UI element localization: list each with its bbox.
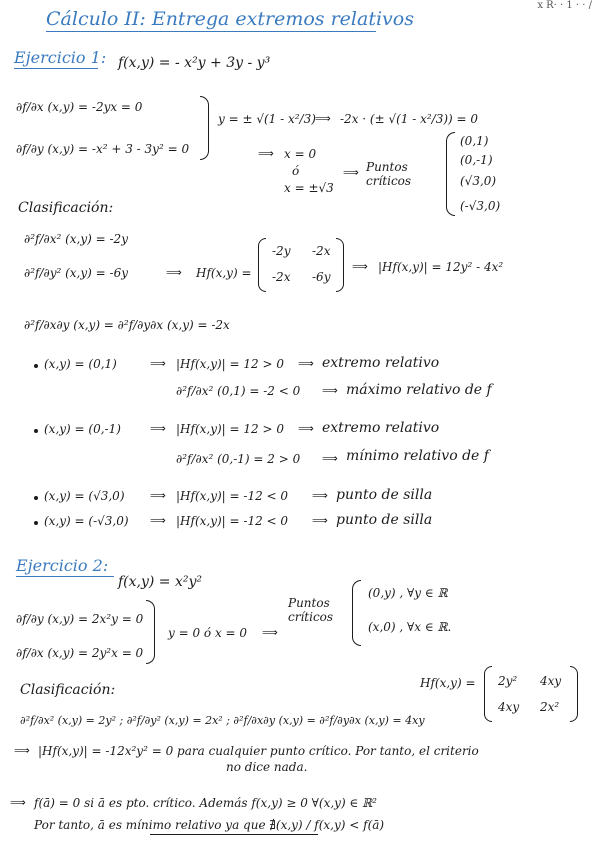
implies-arrow-icon: ⟹	[298, 357, 314, 370]
case-conclusion: extremo relativo	[322, 420, 440, 436]
ej1-point: (√3,0)	[460, 174, 497, 188]
case-result: ∂²f/∂x² (0,1) = -2 < 0	[176, 384, 301, 398]
case-conclusion: máximo relativo de f	[346, 382, 492, 398]
matrix-paren-right	[336, 238, 344, 292]
implies-arrow-icon: ⟹	[150, 357, 166, 370]
ej1-point: (0,1)	[460, 134, 489, 148]
title-underline	[46, 31, 376, 32]
case-result: |Hf(x,y)| = -12 < 0	[176, 514, 289, 528]
hf-matrix-cell: 4xy	[498, 700, 520, 714]
note-underline	[150, 834, 318, 835]
ej1-partial-x: ∂f/∂x (x,y) = -2yx = 0	[16, 100, 143, 114]
ej1-point: (0,-1)	[460, 153, 493, 167]
ej2-clasificacion: Clasificación:	[20, 682, 116, 698]
matrix-paren-left	[258, 238, 266, 292]
case-conclusion: extremo relativo	[322, 355, 440, 371]
bullet	[34, 521, 38, 525]
ej2-function: f(x,y) = x²y²	[118, 574, 203, 590]
implies-arrow-icon: ⟹	[150, 422, 166, 435]
ej2-point: (0,y) , ∀y ∈ ℝ	[368, 586, 448, 600]
implies-arrow-icon: ⟹	[322, 384, 338, 397]
bullet	[34, 496, 38, 500]
case-point: (x,y) = (0,-1)	[44, 422, 121, 436]
implies-arrow-icon: ⟹	[14, 744, 30, 757]
hf-matrix-cell: 2y²	[498, 674, 518, 688]
case-result: |Hf(x,y)| = 12 > 0	[176, 357, 284, 371]
case-conclusion: mínimo relativo de f	[346, 448, 489, 464]
ej1-fxy: ∂²f/∂x∂y (x,y) = ∂²f/∂y∂x (x,y) = -2x	[24, 318, 230, 332]
ej1-fxx: ∂²f/∂x² (x,y) = -2y	[24, 232, 128, 246]
case-point: (x,y) = (-√3,0)	[44, 514, 129, 528]
ej2-determinant-line2: no dice nada.	[226, 760, 308, 774]
hf-matrix-cell: -2x	[312, 244, 331, 258]
hf-matrix-cell: -2y	[272, 244, 291, 258]
hf-matrix-cell: -2x	[272, 270, 291, 284]
matrix-paren-left	[484, 666, 492, 722]
ej2-point: (x,0) , ∀x ∈ ℝ.	[368, 620, 452, 634]
case-result: |Hf(x,y)| = -12 < 0	[176, 489, 289, 503]
ej2-partial-x: ∂f/∂x (x,y) = 2y²x = 0	[16, 646, 144, 660]
case-point: (x,y) = (√3,0)	[44, 489, 125, 503]
points-brace	[446, 132, 455, 216]
ej2-heading: Ejercicio 2:	[16, 556, 109, 575]
implies-arrow-icon: ⟹	[312, 514, 328, 527]
ej2-partial-y: ∂f/∂y (x,y) = 2x²y = 0	[16, 612, 144, 626]
ej1-determinant: |Hf(x,y)| = 12y² - 4x²	[378, 260, 504, 274]
ej2-solution: y = 0 ó x = 0	[168, 626, 248, 640]
system-brace	[146, 600, 155, 664]
ej2-puntos-criticos: Puntos críticos	[288, 596, 334, 624]
ej1-puntos-criticos: Puntos críticos	[366, 160, 412, 188]
case-point: (x,y) = (0,1)	[44, 357, 117, 371]
ej2-determinant-line: |Hf(x,y)| = -12x²y² = 0 para cualquier punto crítico. Por tanto, el criterio	[38, 744, 479, 758]
implies-arrow-icon: ⟹	[298, 422, 314, 435]
case-conclusion: punto de silla	[336, 487, 433, 503]
corner-mark: x R· · 1 · · /	[537, 0, 592, 11]
ej2-hf-label: Hf(x,y) =	[420, 676, 476, 690]
ej1-point: (-√3,0)	[460, 199, 501, 213]
implies-arrow-icon: ⟹	[315, 112, 331, 125]
ej2-note-1: f(ā) = 0 si ā es pto. crítico. Además f(x,y) ≥ 0 ∀(x,y) ∈ ℝ²	[34, 796, 377, 810]
ej1-x3: x = ±√3	[284, 181, 334, 195]
case-conclusion: punto de silla	[336, 512, 433, 528]
implies-arrow-icon: ⟹	[352, 260, 368, 273]
implies-arrow-icon: ⟹	[322, 452, 338, 465]
matrix-paren-right	[570, 666, 578, 722]
points-brace	[352, 580, 361, 646]
ej1-system-sub: -2x · (± √(1 - x²/3)) = 0	[340, 112, 479, 126]
implies-arrow-icon: ⟹	[166, 266, 182, 279]
case-result: ∂²f/∂x² (0,-1) = 2 > 0	[176, 452, 301, 466]
ej1-heading-underline	[14, 68, 98, 69]
ej1-fyy: ∂²f/∂y² (x,y) = -6y	[24, 266, 128, 280]
page-title: Cálculo II: Entrega extremos relativos	[46, 8, 414, 30]
bullet	[34, 429, 38, 433]
hf-matrix-cell: -6y	[312, 270, 331, 284]
implies-arrow-icon: ⟹	[150, 514, 166, 527]
ej1-x0: x = 0	[284, 147, 317, 161]
implies-arrow-icon: ⟹	[262, 626, 278, 639]
ej1-hf-label: Hf(x,y) =	[196, 266, 252, 280]
implies-arrow-icon: ⟹	[10, 796, 26, 809]
bullet	[34, 364, 38, 368]
case-result: |Hf(x,y)| = 12 > 0	[176, 422, 284, 436]
ej1-or: ó	[292, 164, 300, 178]
system-brace	[200, 96, 209, 160]
implies-arrow-icon: ⟹	[312, 489, 328, 502]
ej1-function: f(x,y) = - x²y + 3y - y³	[118, 55, 271, 71]
hf-matrix-cell: 4xy	[540, 674, 562, 688]
ej1-heading: Ejercicio 1:	[14, 48, 107, 67]
ej2-heading-underline	[16, 576, 114, 577]
implies-arrow-icon: ⟹	[343, 166, 359, 179]
ej2-second-derivatives: ∂²f/∂x² (x,y) = 2y² ; ∂²f/∂y² (x,y) = 2x² ; ∂²f/∂x∂y (x,y) = ∂²f/∂y∂x (x,y) = 4xy	[20, 714, 425, 727]
ej1-clasificacion: Clasificación:	[18, 200, 114, 216]
ej1-partial-y: ∂f/∂y (x,y) = -x² + 3 - 3y² = 0	[16, 142, 190, 156]
implies-arrow-icon: ⟹	[150, 489, 166, 502]
hf-matrix-cell: 2x²	[540, 700, 560, 714]
ej1-system-y: y = ± √(1 - x²/3)	[218, 112, 316, 126]
ej2-note-2: Por tanto, ā es mínimo relativo ya que ∄(x,y) / f(x,y) < f(ā)	[34, 818, 385, 832]
implies-arrow-icon: ⟹	[258, 147, 274, 160]
